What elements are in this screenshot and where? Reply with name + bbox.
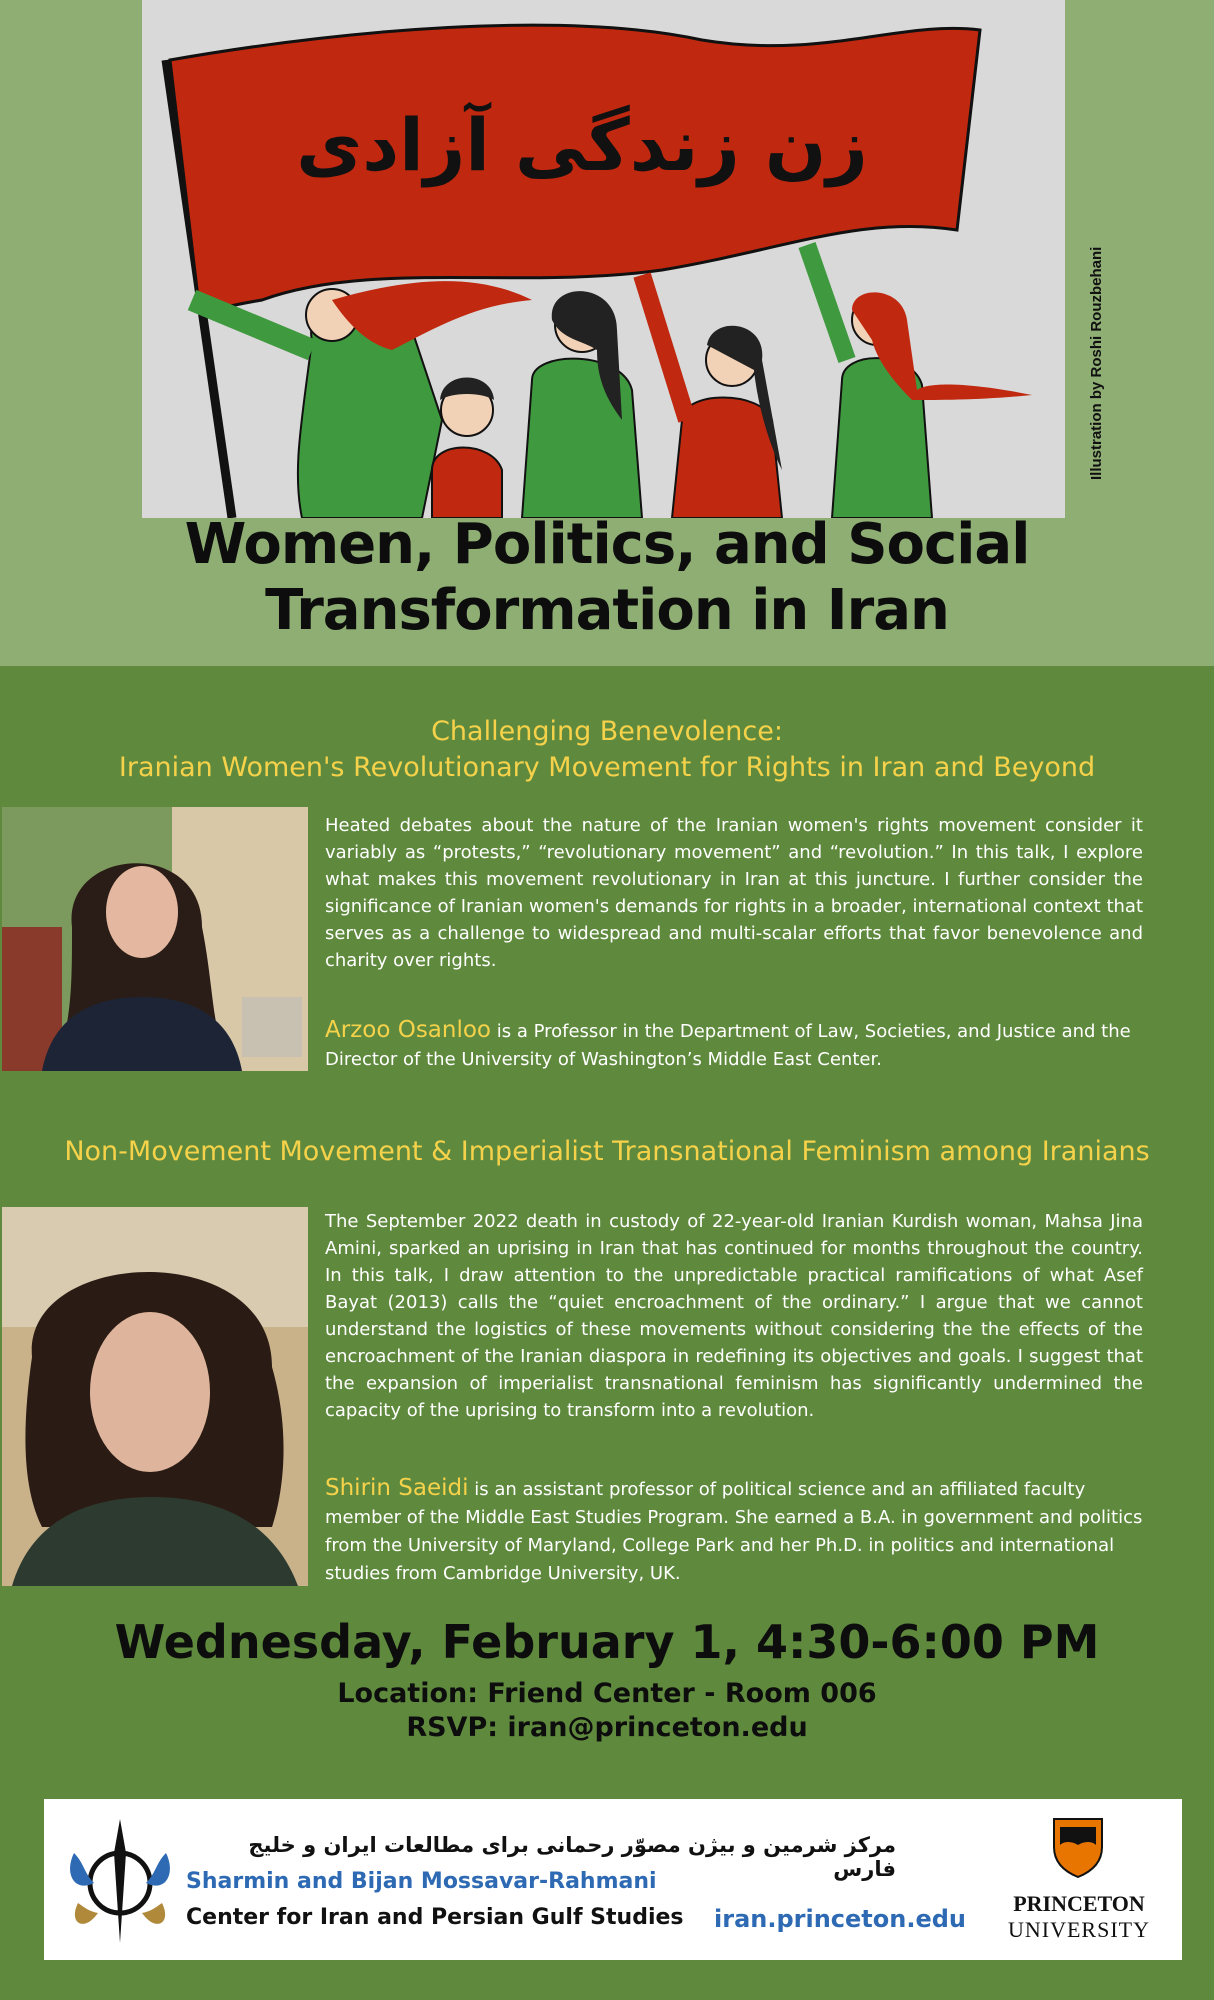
speaker2-photo	[2, 1207, 308, 1586]
talk2-bio	[325, 1474, 1143, 1588]
talk1-bio	[325, 1016, 1143, 1074]
talk1-title-line2: Iranian Women's Revolutionary Movement for Rights in Iran and Beyond	[118, 752, 1096, 783]
princeton-university: UNIVERSITY	[1008, 1917, 1150, 1942]
illustration-credit: Illustration by Roshi Rouzbehani	[1088, 246, 1105, 480]
banner-text: زن زندگی آزادی	[296, 103, 868, 187]
princeton-name: PRINCETON	[1013, 1891, 1145, 1916]
illustration-svg	[142, 0, 1065, 518]
speaker1-name: Arzoo Osanloo	[325, 1017, 492, 1043]
talk1-abstract: Heated debates about the nature of the Iranian women's rights movement consider it variably as “protests,” “revolutionary movement” and “revolution.” In this talk, I explore what makes this movement revolutionary in Iran at this juncture. I further consider the significance of Iranian women's demands for rights in a broader, international context that serves as a challenge to widespread and multi-scalar efforts that favor benevolence and charity over rights.	[325, 815, 1143, 971]
page-title-line1: Women, Politics, and Social	[184, 512, 1030, 577]
page-title-line2: Transformation in Iran	[265, 578, 949, 643]
talk1-title-line1: Challenging Benevolence:	[431, 716, 783, 747]
center-url-link[interactable]: iran.princeton.edu	[714, 1905, 966, 1933]
header-section	[0, 0, 1214, 666]
princeton-shield-icon	[1052, 1817, 1104, 1879]
event-rsvp: RSVP: iran@princeton.edu	[406, 1712, 808, 1743]
speaker2-bio-text: is an assistant professor of political science and an affiliated faculty member of the Middle East Studies Program. She earned a B.A. in government and politics from the University of Maryland, College Park and her Ph.D. in politics and international studies from Cambridge University, UK.	[325, 1479, 1143, 1584]
event-datetime: Wednesday, February 1, 4:30-6:00 PM	[114, 1615, 1100, 1669]
talk1-title	[0, 714, 1214, 786]
speaker1-bio-text: is a Professor in the Department of Law, Societies, and Justice and the Director of the University of Washington’s Middle East Center.	[325, 1021, 1131, 1070]
page-title	[0, 512, 1214, 644]
talk2-title: Non-Movement Movement & Imperialist Transnational Feminism among Iranians	[64, 1136, 1150, 1167]
center-subtitle: Center for Iran and Persian Gulf Studies	[186, 1905, 684, 1930]
protest-illustration	[142, 0, 1065, 518]
center-logo-icon	[64, 1813, 176, 1947]
talk2-abstract: The September 2022 death in custody of 22-year-old Iranian Kurdish woman, Mahsa Jina Amini, sparked an uprising in Iran that has continued for months throughout the country. In this talk, I draw attention to the unpredictable practical ramifications of what Asef Bayat (2013) calls the “quiet encroachment of the ordinary.” I argue that we cannot understand the logistics of these movements without considering the the effects of the encroachment of the Iranian diaspora in redefining its objectives and goals. I suggest that the expansion of imperialist transnational feminism has significantly undermined the capacity of the uprising to transform into a revolution.	[325, 1211, 1143, 1421]
event-location: Location: Friend Center - Room 006	[337, 1678, 877, 1709]
center-persian-name: مرکز شرمین و بیژن مصوّر رحمانی برای مطالعات ایران و خلیج فارس	[248, 1833, 896, 1881]
center-name: Sharmin and Bijan Mossavar-Rahmani	[186, 1869, 657, 1894]
sponsor-footer	[44, 1799, 1182, 1960]
speaker1-photo	[2, 807, 308, 1071]
speaker2-name: Shirin Saeidi	[325, 1475, 469, 1501]
